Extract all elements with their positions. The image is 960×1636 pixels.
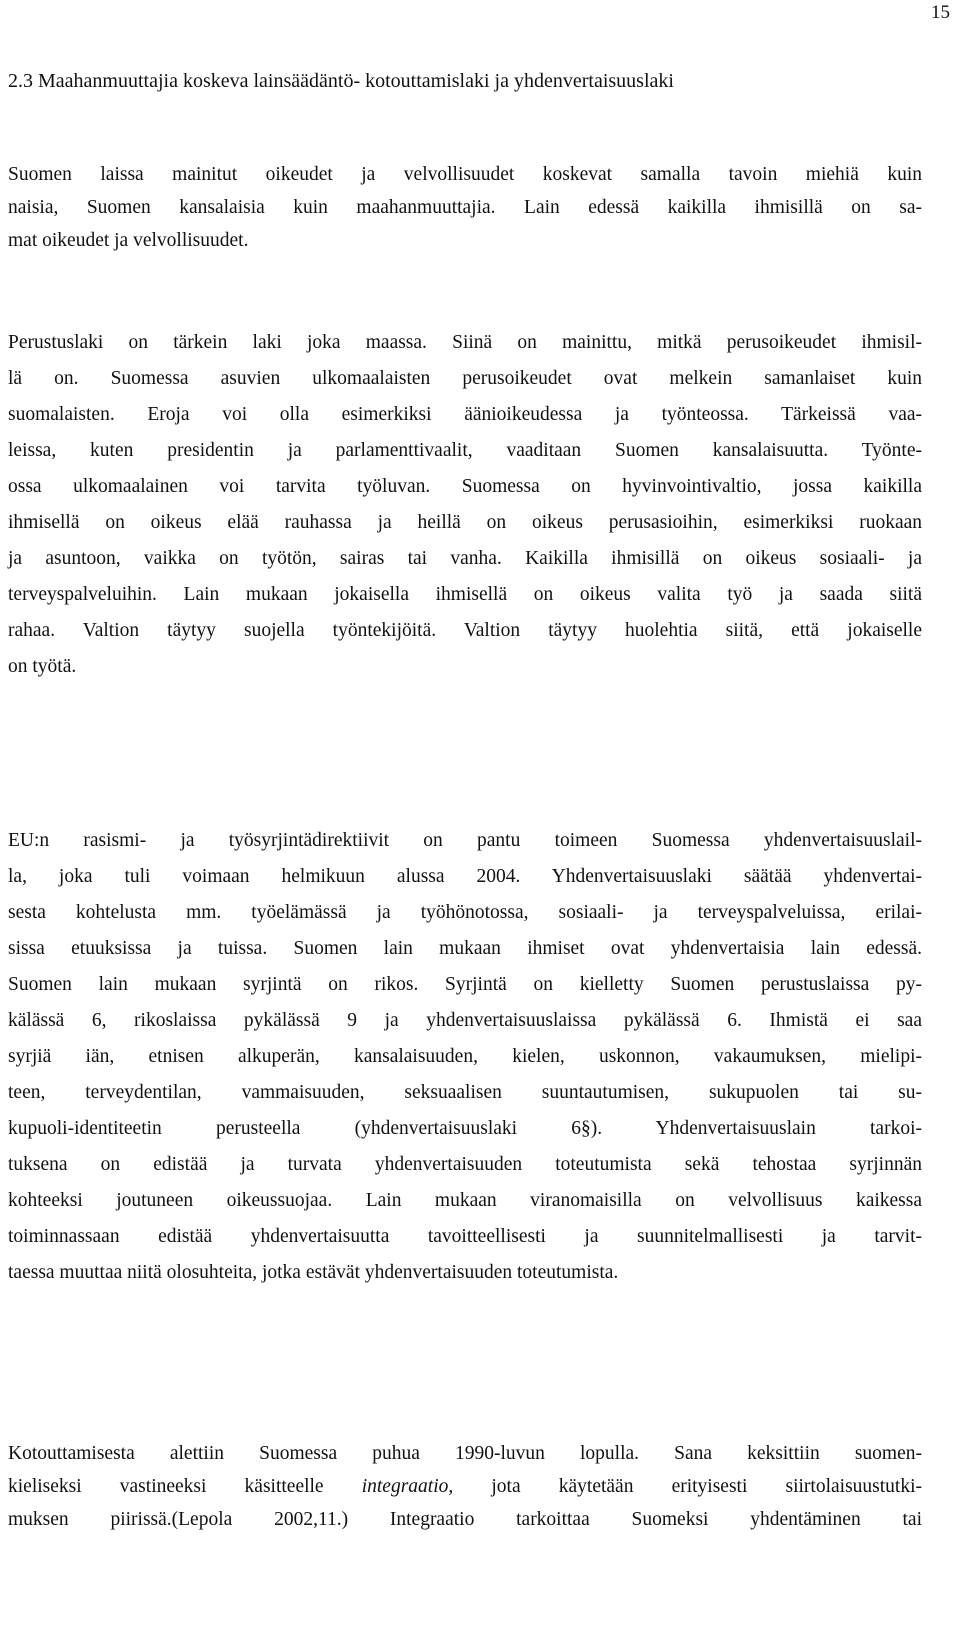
paragraph-3: [8, 823, 922, 1291]
paragraph-line: EU:n rasismi- ja työsyrjintädirektiivit on pantu toimeen Suomessa yhdenvertaisuuslail-: [8, 830, 922, 851]
paragraph-line: tuksena on edistää ja turvata yhdenvertaisuuden toteutumista sekä tehostaa syrjinnän: [8, 1154, 922, 1175]
paragraph-line: toiminnassaan edistää yhdenvertaisuutta tavoitteellisesti ja suunnitelmallisesti ja tarvit-: [8, 1226, 922, 1247]
paragraph-line: teen, terveydentilan, vammaisuuden, seksuaalisen suuntautumisen, sukupuolen tai su-: [8, 1082, 922, 1103]
paragraph-line: rahaa. Valtion täytyy suojella työntekijöitä. Valtion täytyy huolehtia siitä, että jokaiselle: [8, 620, 922, 641]
paragraph-line: [8, 1470, 922, 1503]
paragraph-line: sissa etuuksissa ja tuissa. Suomen lain mukaan ihmiset ovat yhdenvertaisia lain edessä.: [8, 938, 922, 959]
paragraph-line: ihmisellä on oikeus elää rauhassa ja heillä on oikeus perusasioihin, esimerkiksi ruokaan: [8, 512, 922, 533]
paragraph-line: taessa muuttaa niitä olosuhteita, jotka estävät yhdenvertaisuuden toteutumista.: [8, 1262, 619, 1283]
paragraph-line: mat oikeudet ja velvollisuudet.: [8, 230, 249, 251]
paragraph-line: leissa, kuten presidentin ja parlamenttivaalit, vaaditaan Suomen kansalaisuutta. Työnte-: [8, 440, 922, 461]
paragraph-4: [8, 1437, 922, 1536]
line-text: kieliseksi vastineeksi käsitteelle: [8, 1476, 362, 1497]
paragraph-line: la, joka tuli voimaan helmikuun alussa 2004. Yhdenvertaisuuslaki säätää yhdenvertai-: [8, 866, 922, 887]
paragraph-line: Suomen laissa mainitut oikeudet ja velvollisuudet koskevat samalla tavoin miehiä kuin: [8, 164, 922, 185]
paragraph-line: muksen piirissä.(Lepola 2002,11.) Integraatio tarkoittaa Suomeksi yhdentäminen tai: [8, 1509, 922, 1530]
paragraph-line: on työtä.: [8, 656, 77, 677]
paragraph-line: Perustuslaki on tärkein laki joka maassa. Siinä on mainittu, mitkä perusoikeudet ihmisil-: [8, 332, 922, 353]
paragraph-1: [8, 158, 922, 257]
line-text: jota käytetään erityisesti siirtolaisuustutki-: [453, 1476, 923, 1497]
paragraph-line: suomalaisten. Eroja voi olla esimerkiksi äänioikeudessa ja työnteossa. Tärkeissä vaa-: [8, 404, 922, 425]
paragraph-line: ja asuntoon, vaikka on työtön, sairas tai vanha. Kaikilla ihmisillä on oikeus sosiaali- ja: [8, 548, 922, 569]
paragraph-line: syrjiä iän, etnisen alkuperän, kansalaisuuden, kielen, uskonnon, vakaumuksen, mielipi-: [8, 1046, 922, 1067]
paragraph-line: terveyspalveluihin. Lain mukaan jokaisella ihmisellä on oikeus valita työ ja saada siitä: [8, 584, 922, 605]
paragraph-2: [8, 325, 922, 685]
italic-term: integraatio,: [361, 1476, 454, 1497]
paragraph-line: sesta kohtelusta mm. työelämässä ja työhönotossa, sosiaali- ja terveyspalveluissa, erilai-: [8, 902, 922, 923]
paragraph-line: kohteeksi joutuneen oikeussuojaa. Lain mukaan viranomaisilla on velvollisuus kaikessa: [8, 1190, 922, 1211]
paragraph-line: Kotouttamisesta alettiin Suomessa puhua 1990-luvun lopulla. Sana keksittiin suomen-: [8, 1443, 922, 1464]
paragraph-line: Suomen lain mukaan syrjintä on rikos. Syrjintä on kielletty Suomen perustuslaissa py-: [8, 974, 922, 995]
paragraph-line: naisia, Suomen kansalaisia kuin maahanmuuttajia. Lain edessä kaikilla ihmisillä on sa-: [8, 197, 922, 218]
paragraph-line: lä on. Suomessa asuvien ulkomaalaisten perusoikeudet ovat melkein samanlaiset kuin: [8, 368, 922, 389]
paragraph-line: kälässä 6, rikoslaissa pykälässä 9 ja yhdenvertaisuuslaissa pykälässä 6. Ihmistä ei saa: [8, 1010, 922, 1031]
section-heading: 2.3 Maahanmuuttajia koskeva lainsäädäntö- kotouttamislaki ja yhdenvertaisuuslaki: [8, 70, 674, 92]
paragraph-line: ossa ulkomaalainen voi tarvita työluvan. Suomessa on hyvinvointivaltio, jossa kaikilla: [8, 476, 922, 497]
page-number: 15: [931, 2, 950, 23]
paragraph-line: kupuoli-identiteetin perusteella (yhdenvertaisuuslaki 6§). Yhdenvertaisuuslain tarkoi-: [8, 1118, 922, 1139]
